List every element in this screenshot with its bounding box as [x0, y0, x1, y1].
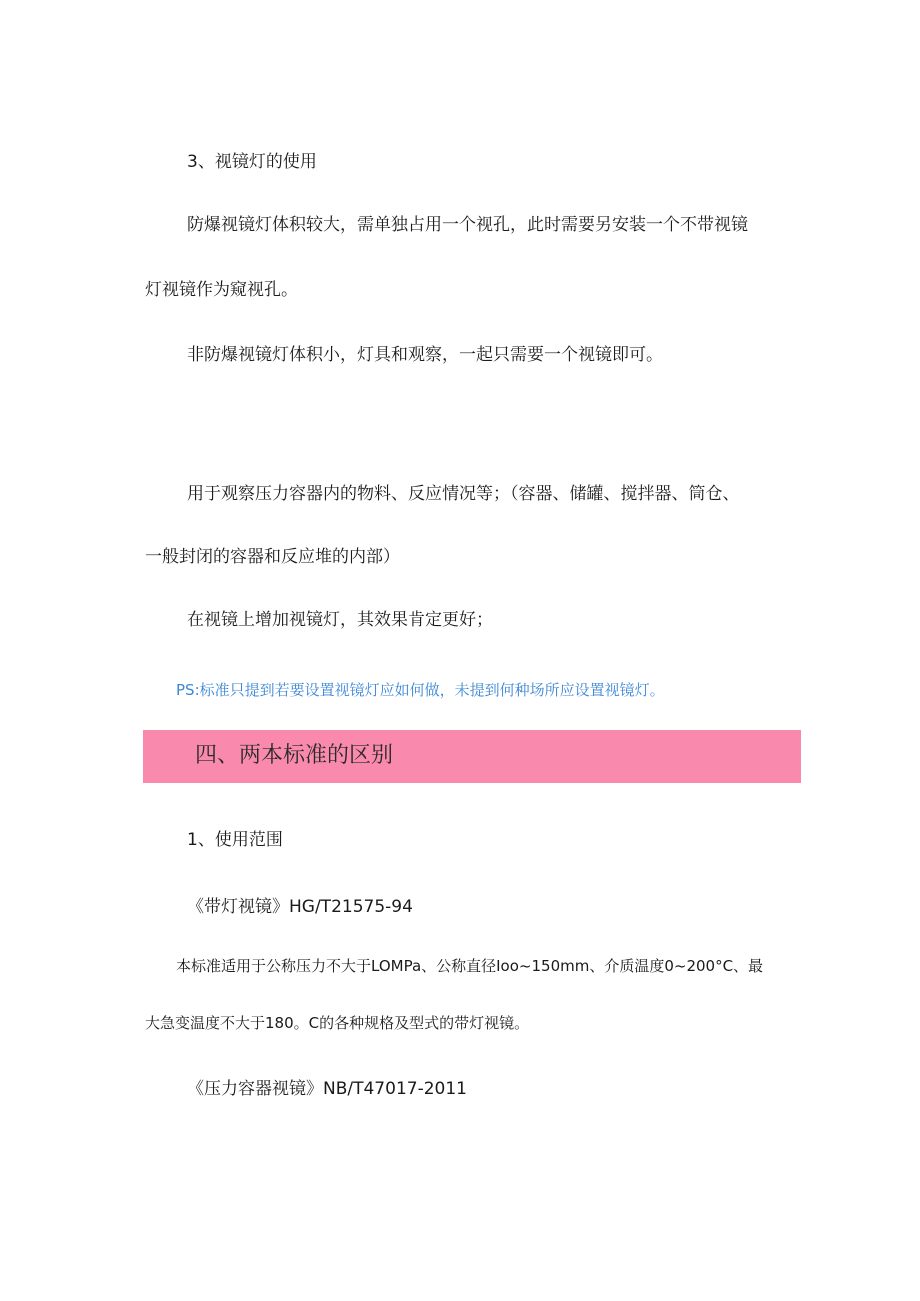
- section-header-band: [143, 730, 801, 783]
- standard-title-hg: 《带灯视镜》HG/T21575-94: [187, 897, 413, 917]
- paragraph-explosion-proof-line1: 防爆视镜灯体积较大，需单独占用一个视孔，此时需要另安装一个不带视镜: [187, 215, 748, 235]
- paragraph-explosion-proof-line2: 灯视镜作为窥视孔。: [145, 280, 298, 300]
- paragraph-non-explosion-proof: 非防爆视镜灯体积小，灯具和观察，一起只需要一个视镜即可。: [187, 345, 663, 365]
- paragraph-usage-line3: 在视镜上增加视镜灯，其效果肯定更好；: [187, 610, 493, 630]
- ps-note: PS:标准只提到若要设置视镜灯应如何做，未提到何种场所应设置视镜灯。: [176, 681, 665, 699]
- paragraph-usage-line1: 用于观察压力容器内的物料、反应情况等；（容器、储罐、搅拌器、筒仓、: [187, 484, 740, 504]
- standard-title-nb: 《压力容器视镜》NB/T47017-2011: [187, 1079, 467, 1099]
- paragraph-usage-line2: 一般封闭的容器和反应堆的内部）: [145, 547, 400, 567]
- section-title-difference: 四、两本标准的区别: [195, 743, 394, 768]
- subheading-scope: 1、使用范围: [187, 830, 283, 850]
- standard-hg-desc-line2: 大急变温度不大于180。C的各种规格及型式的带灯视镜。: [145, 1014, 530, 1032]
- standard-hg-desc-line1: 本标准适用于公称压力不大于LOMPa、公称直径Ioo~150mm、介质温度0~200°C、最: [176, 957, 764, 975]
- section-heading-lamp-use: 3、视镜灯的使用: [187, 152, 317, 172]
